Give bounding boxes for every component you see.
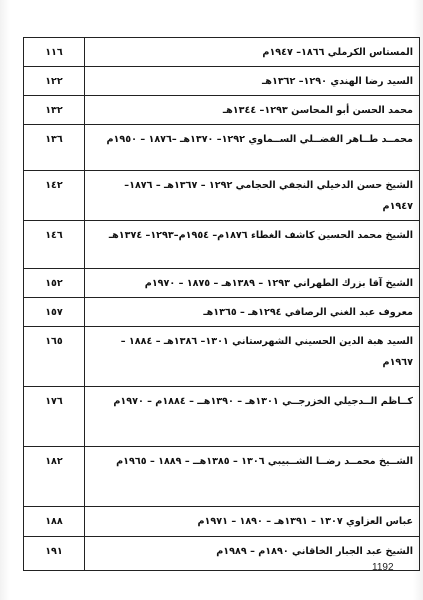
entry-title: كــاظم الــدجيلي الخزرجــي ١٣٠١هـ – ١٣٩٠هــ – ١٨٨٤م – ١٩٧٠م — [85, 387, 420, 447]
page-number: 1192 — [372, 562, 394, 573]
index-table — [23, 37, 420, 571]
entry-page: ١٦٥ — [24, 327, 85, 387]
entry-page: ١٨٢ — [24, 447, 85, 507]
table-row — [24, 269, 420, 298]
entry-title: الشيخ عبد الجبار الخاقاني ١٨٩٠م – ١٩٨٩م — [85, 537, 420, 571]
entry-title: الشيخ آقا بزرك الطهراني ١٢٩٣ – ١٣٨٩هـ – ١٨٧٥ – ١٩٧٠م — [85, 269, 420, 298]
entry-page: ١٣٢ — [24, 96, 85, 125]
entry-page: ١٩١ — [24, 537, 85, 571]
table-row — [24, 96, 420, 125]
entry-title: محمــد طــاهر الفضــلي الســماوي ١٢٩٢– ١٣٧٠هـ –١٨٧٦ – ١٩٥٠م — [85, 125, 420, 171]
entry-title: الشــيخ محمــد رضــا الشــبيبي ١٣٠٦ – ١٣٨٥هــ – ١٨٨٩ – ١٩٦٥م — [85, 447, 420, 507]
entry-title: عباس العزاوي ١٣٠٧ – ١٣٩١هـ – ١٨٩٠ – ١٩٧١م — [85, 507, 420, 537]
table-row — [24, 447, 420, 507]
entry-title: محمد الحسن أبو المحاسن ١٢٩٣– ١٣٤٤هـ — [85, 96, 420, 125]
table-row — [24, 221, 420, 269]
table-row — [24, 387, 420, 447]
table-row — [24, 537, 420, 571]
table-row — [24, 67, 420, 96]
entry-page: ١٥٧ — [24, 298, 85, 327]
table-row — [24, 507, 420, 537]
entry-page: ١٧٦ — [24, 387, 85, 447]
table-row — [24, 171, 420, 221]
table-row — [24, 125, 420, 171]
entry-title: الشيخ حسن الدخيلي النجفي الحجامي ١٢٩٢ – ١٣٦٧هـ – ١٨٧٦– ١٩٤٧م — [85, 171, 420, 221]
table-row — [24, 38, 420, 67]
table-row — [24, 327, 420, 387]
entry-page: ١٣٦ — [24, 125, 85, 171]
entry-page: ١٤٢ — [24, 171, 85, 221]
entry-title: معروف عبد الغني الرصافي ١٢٩٤هـ – ١٣٦٥هـ — [85, 298, 420, 327]
entry-title: السيد هبة الدين الحسيني الشهرستاني ١٣٠١– ١٣٨٦هـ – ١٨٨٤ – ١٩٦٧م — [85, 327, 420, 387]
entry-page: ١٨٨ — [24, 507, 85, 537]
table-row — [24, 298, 420, 327]
entry-page: ١٥٢ — [24, 269, 85, 298]
entry-page: ١٤٦ — [24, 221, 85, 269]
entry-title: السيد رضا الهندي ١٢٩٠– ١٣٦٢هـ — [85, 67, 420, 96]
entry-title: المستاس الكرملي ١٨٦٦– ١٩٤٧م — [85, 38, 420, 67]
entry-page: ١٢٢ — [24, 67, 85, 96]
entry-page: ١١٦ — [24, 38, 85, 67]
entry-title: الشيخ محمد الحسين كاشف الغطاء ١٨٧٦م– ١٩٥٤م–١٢٩٣– ١٣٧٤هـ — [85, 221, 420, 269]
